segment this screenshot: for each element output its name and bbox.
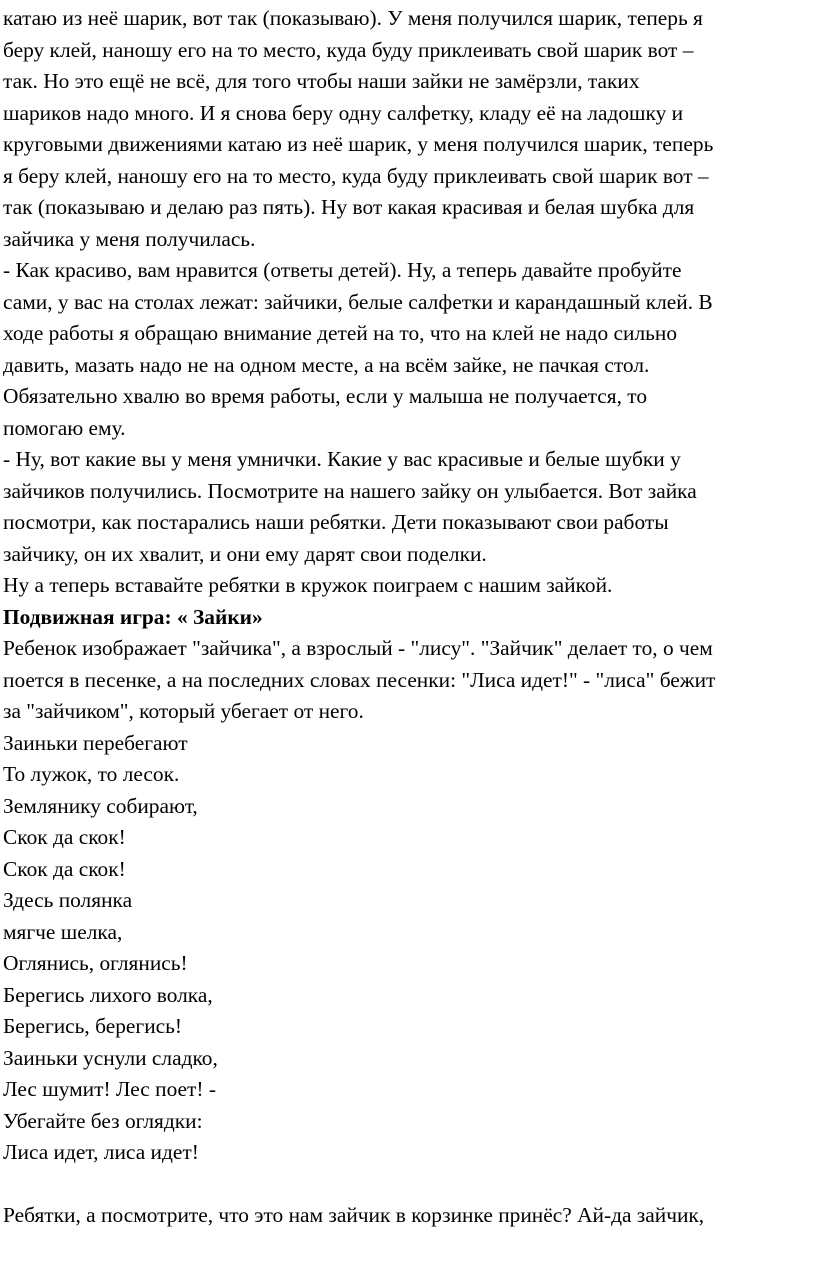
poem-line: Убегайте без оглядки: <box>3 1108 203 1133</box>
text-line: зайчика у меня получилась. <box>3 226 256 251</box>
text-line: так. Но это ещё не всё, для того чтобы наши зайки не замёрзли, таких <box>3 69 640 93</box>
text-line: катаю из неё шарик, вот так (показываю). У меня получился шарик, теперь я <box>3 6 703 30</box>
text-line: шариков надо много. И я снова беру одну салфетку, кладу её на ладошку и <box>3 100 684 125</box>
text-line: помогаю ему. <box>3 415 126 440</box>
text-line: Ну а теперь вставайте ребятки в кружок поиграем с нашим зайкой. <box>3 573 613 597</box>
blank-line <box>3 1169 813 1201</box>
paragraph-2 <box>3 255 813 444</box>
poem-line: Берегись лихого волка, <box>3 982 213 1007</box>
poem-line: Лиса идет, лиса идет! <box>3 1140 199 1164</box>
poem-line: Заиньки перебегают <box>3 730 188 755</box>
game-section <box>3 602 813 728</box>
paragraph-4 <box>3 570 813 602</box>
text-line: - Ну, вот какие вы у меня умнички. Какие у вас красивые и белые шубки у <box>3 447 681 471</box>
text-line: Ребятки, а посмотрите, что это нам зайчик в корзинке принёс? Ай-да зайчик, <box>3 1203 705 1227</box>
paragraph-3 <box>3 444 813 570</box>
text-line: зайчиков получились. Посмотрите на нашего зайку он улыбается. Вот зайка <box>3 478 697 503</box>
text-line: сами, у вас на столах лежат: зайчики, белые салфетки и карандашный клей. В <box>3 289 713 314</box>
poem-line: Скок да скок! <box>3 825 126 849</box>
game-heading: Подвижная игра: « Зайки» <box>3 604 263 629</box>
poem-line: Скок да скок! <box>3 856 126 881</box>
poem-line: Берегись, берегись! <box>3 1014 183 1038</box>
poem-line: Заиньки уснули сладко, <box>3 1045 218 1070</box>
poem-line: Здесь полянка <box>3 888 133 912</box>
poem-line: мягче шелка, <box>3 919 123 944</box>
text-line: давить, мазать надо не на одном месте, а на всём зайке, не пачкая стол. <box>3 352 650 377</box>
text-line: Ребенок изображает "зайчика", а взрослый - "лису". "Зайчик" делает то, о чем <box>3 636 713 660</box>
text-line: ходе работы я обращаю внимание детей на то, что на клей не надо сильно <box>3 321 678 345</box>
poem-line: Лес шумит! Лес поет! - <box>3 1077 216 1101</box>
text-line: круговыми движениями катаю из неё шарик, у меня получился шарик, теперь <box>3 132 714 156</box>
poem-line: То лужок, то лесок. <box>3 762 180 786</box>
text-line: - Как красиво, вам нравится (ответы детей). Ну, а теперь давайте пробуйте <box>3 258 682 282</box>
text-line: поется в песенке, а на последних словах песенки: "Лиса идет!" - "лиса" бежит <box>3 667 716 692</box>
text-line: беру клей, наношу его на то место, куда буду приклеивать свой шарик вот – <box>3 37 694 62</box>
text-line: так (показываю и делаю раз пять). Ну вот какая красивая и белая шубка для <box>3 195 695 219</box>
poem-line: Оглянись, оглянись! <box>3 951 188 975</box>
paragraph-1 <box>3 3 813 255</box>
text-line: за "зайчиком", который убегает от него. <box>3 699 364 723</box>
poem <box>3 728 813 1169</box>
final-paragraph <box>3 1200 813 1232</box>
text-line: Обязательно хвалю во время работы, если у малыша не получается, то <box>3 384 648 408</box>
poem-line: Землянику собирают, <box>3 793 198 818</box>
text-line: посмотри, как постарались наши ребятки. Дети показывают свои работы <box>3 510 669 534</box>
text-line: я беру клей, наношу его на то место, куда буду приклеивать свой шарик вот – <box>3 163 709 188</box>
document-page <box>3 3 813 1232</box>
text-line: зайчику, он их хвалит, и они ему дарят свои поделки. <box>3 541 487 566</box>
